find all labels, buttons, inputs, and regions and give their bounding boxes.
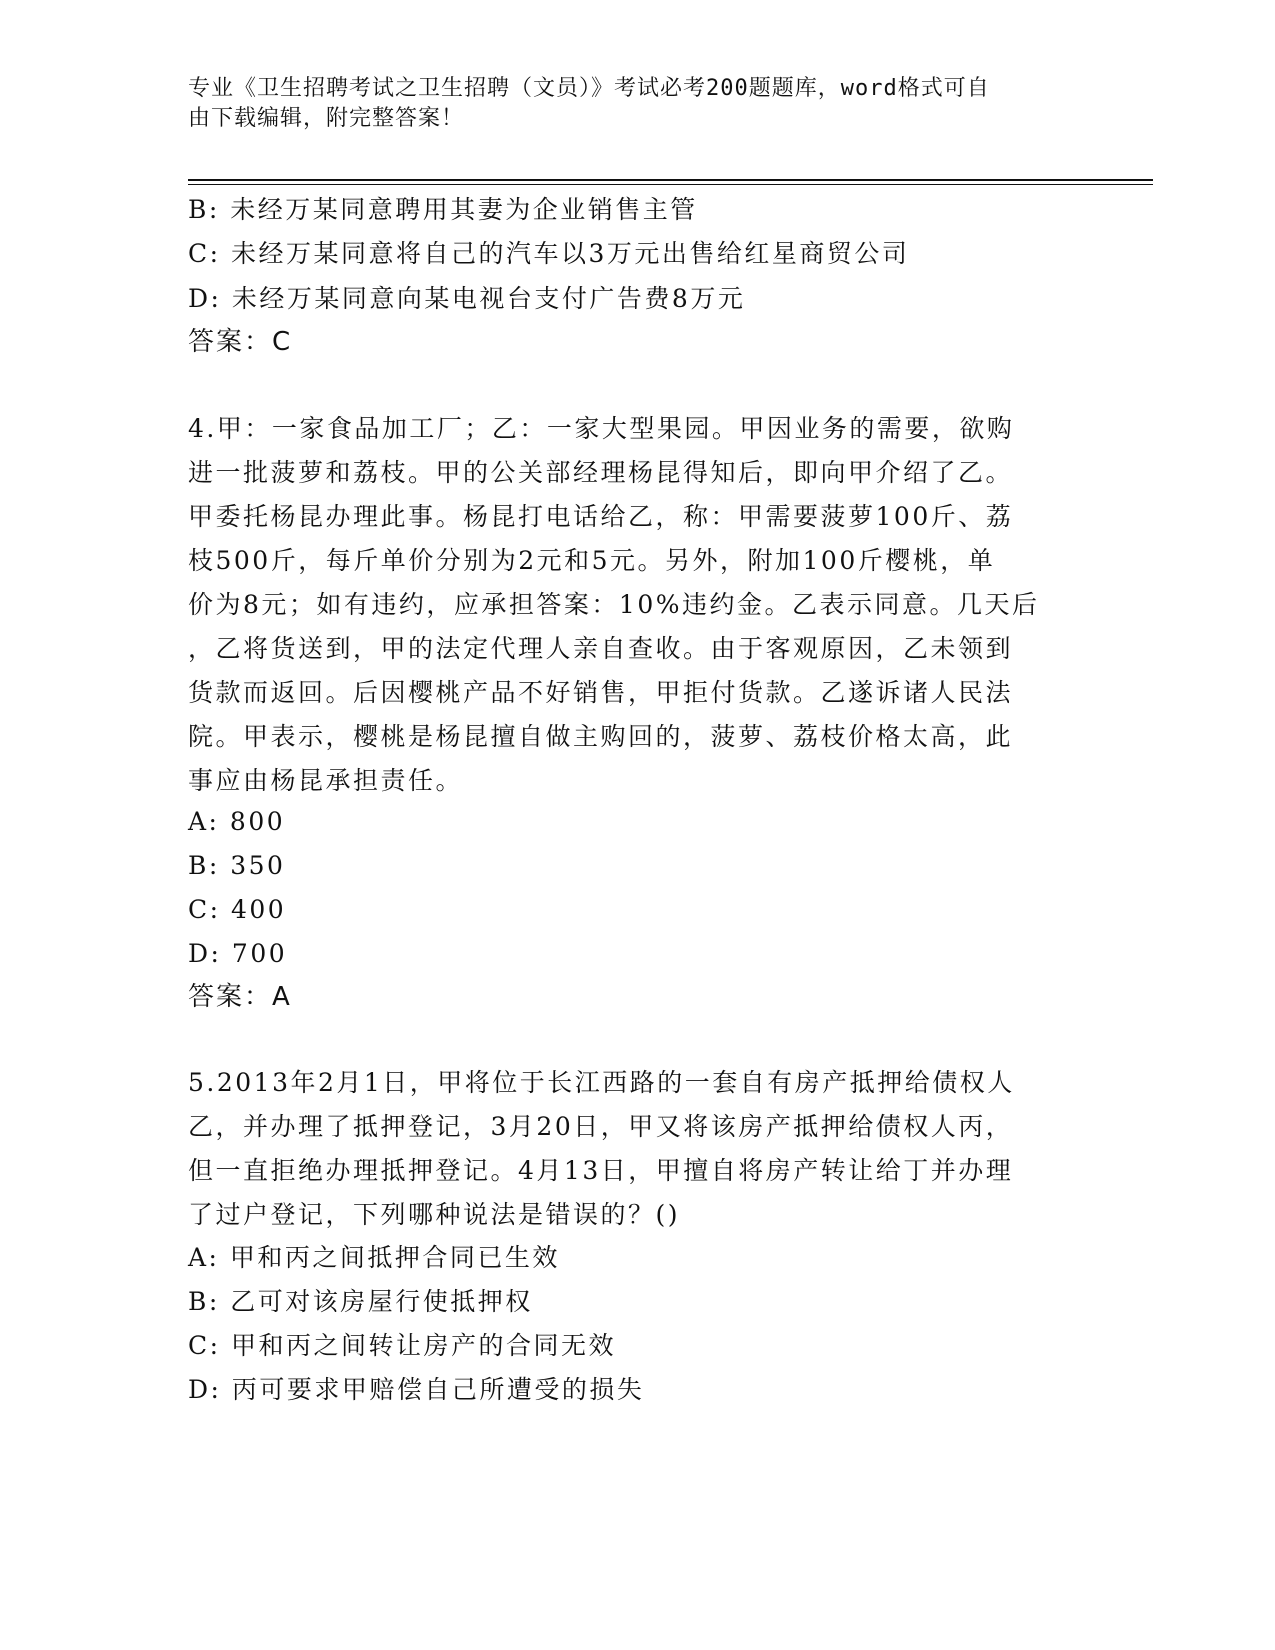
q3-option-c: C: 未经万某同意将自己的汽车以3万元出售给红星商贸公司 <box>188 239 910 268</box>
q5-option-b: B: 乙可对该房屋行使抵押权 <box>188 1287 533 1316</box>
q5-stem-line: 了过户登记，下列哪种说法是错误的？() <box>188 1200 681 1229</box>
header-line-2: 由下载编辑，附完整答案！ <box>188 106 465 131</box>
q4-stem-line: 4.甲：一家食品加工厂；乙：一家大型果园。甲因业务的需要，欲购 <box>188 414 1015 443</box>
q4-option-c: C: 400 <box>188 895 287 924</box>
q4-option-a: A: 800 <box>188 807 286 836</box>
q5-stem-line: 但一直拒绝办理抵押登记。4月13日，甲擅自将房产转让给丁并办理 <box>188 1156 1014 1185</box>
q4-stem-line: 进一批菠萝和荔枝。甲的公关部经理杨昆得知后，即向甲介绍了乙。 <box>188 458 1014 487</box>
q3-option-d: D: 未经万某同意向某电视台支付广告费8万元 <box>188 284 746 313</box>
q4-answer: 答案：A <box>188 982 292 1012</box>
q5-option-d: D: 丙可要求甲赔偿自己所遭受的损失 <box>188 1375 645 1404</box>
q3-answer: 答案：C <box>188 327 293 357</box>
q4-stem-line: ，乙将货送到，甲的法定代理人亲自查收。由于客观原因，乙未领到 <box>188 634 1014 663</box>
q5-option-a: A: 甲和丙之间抵押合同已生效 <box>188 1243 560 1272</box>
q4-stem-line: 事应由杨昆承担责任。 <box>188 766 464 795</box>
document-header <box>188 74 1068 134</box>
q4-stem-line: 甲委托杨昆办理此事。杨昆打电话给乙，称：甲需要菠萝100斤、荔 <box>188 502 1014 531</box>
header-divider-thick <box>188 179 1153 181</box>
q5-option-c: C: 甲和丙之间转让房产的合同无效 <box>188 1331 616 1360</box>
q4-option-b: B: 350 <box>188 851 286 880</box>
q4-stem-line: 货款而返回。后因樱桃产品不好销售，甲拒付货款。乙遂诉诸人民法 <box>188 678 1014 707</box>
q4-stem-line: 价为8元；如有违约，应承担答案：10%违约金。乙表示同意。几天后 <box>188 590 1040 619</box>
q5-stem-line: 5.2013年2月1日，甲将位于长江西路的一套自有房产抵押给债权人 <box>188 1068 1015 1097</box>
q5-stem-line: 乙，并办理了抵押登记，3月20日，甲又将该房产抵押给债权人丙， <box>188 1112 1014 1141</box>
header-divider-thin <box>188 184 1153 185</box>
q4-stem-line: 枝500斤，每斤单价分别为2元和5元。另外，附加100斤樱桃，单 <box>188 546 996 575</box>
q4-stem-line: 院。甲表示，樱桃是杨昆擅自做主购回的，菠萝、荔枝价格太高，此 <box>188 722 1014 751</box>
q4-option-d: D: 700 <box>188 939 288 968</box>
header-line-1: 专业《卫生招聘考试之卫生招聘（文员）》考试必考200题题库，word格式可自 <box>188 76 990 101</box>
q3-option-b: B: 未经万某同意聘用其妻为企业销售主管 <box>188 195 698 224</box>
